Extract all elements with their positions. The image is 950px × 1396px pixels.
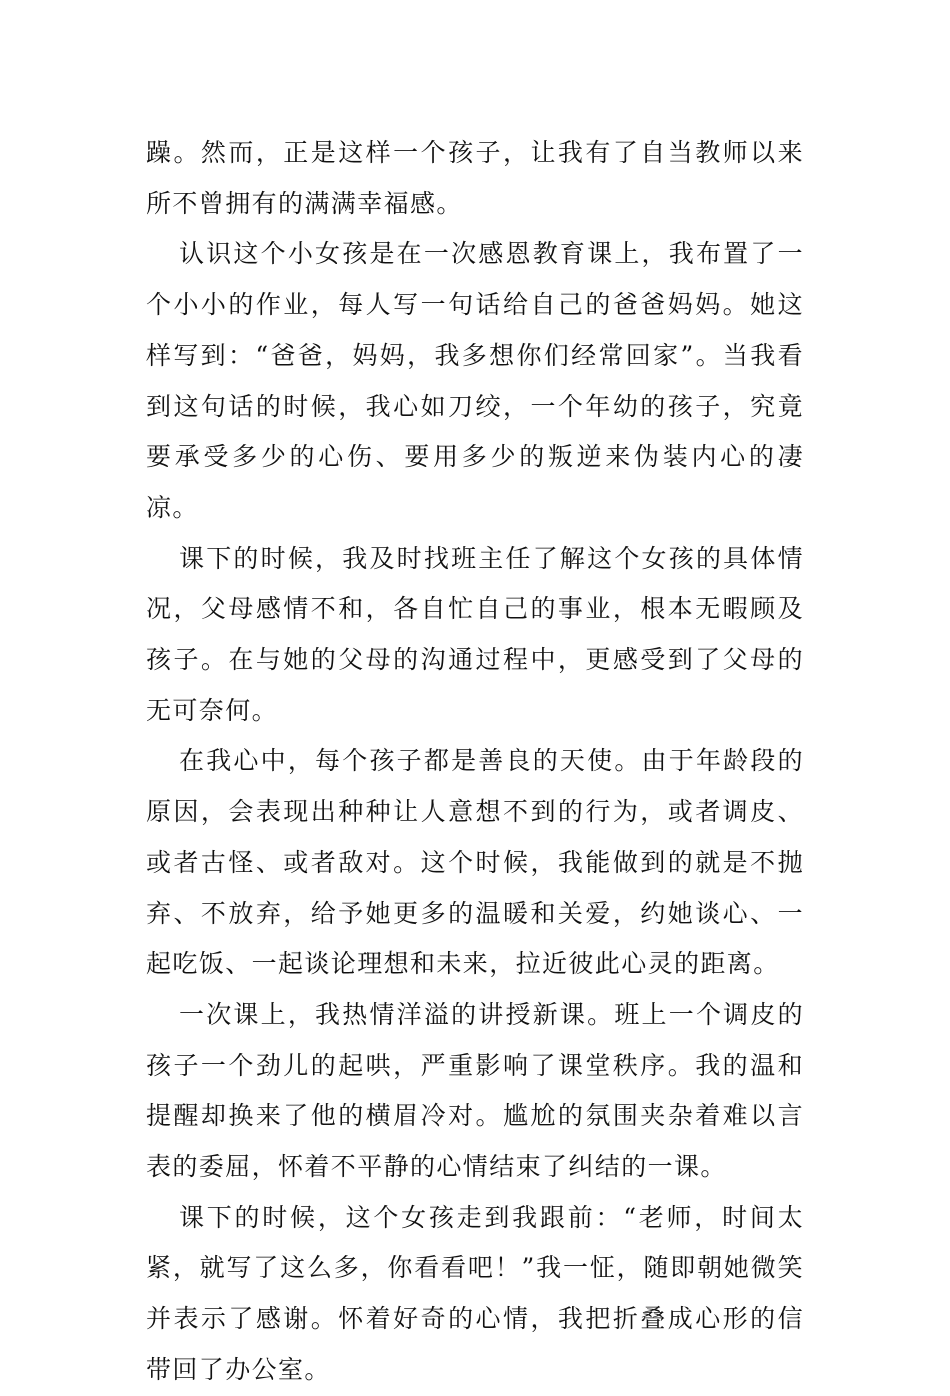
paragraph-2: 认识这个小女孩是在一次感恩教育课上，我布置了一个小小的作业，每人写一句话给自己的爸爸妈妈。她这样写到：“爸爸，妈妈，我多想你们经常回家”。当我看到这句话的时候，我心如刀绞，一个年幼的孩子，究竟要承受多少的心伤、要用多少的叛逆来伪装内心的凄凉。 <box>146 239 804 522</box>
paragraph-5: 一次课上，我热情洋溢的讲授新课。班上一个调皮的孩子一个劲儿的起哄，严重影响了课堂秩序。我的温和提醒却换来了他的横眉冷对。尴尬的氛围夹杂着难以言表的委屈，怀着不平静的心情结束了纠结的一课。 <box>146 999 804 1182</box>
paragraph-1: 躁。然而，正是这样一个孩子，让我有了自当教师以来所不曾拥有的满满幸福感。 <box>146 138 804 218</box>
paragraph-3: 课下的时候，我及时找班主任了解这个女孩的具体情况，父母感情不和，各自忙自己的事业，根本无暇顾及孩子。在与她的父母的沟通过程中，更感受到了父母的无可奈何。 <box>146 543 804 725</box>
paragraph-4: 在我心中，每个孩子都是善良的天使。由于年龄段的原因，会表现出种种让人意想不到的行为，或者调皮、或者古怪、或者敌对。这个时候，我能做到的就是不抛弃、不放弃，给予她更多的温暖和关爱，约她谈心、一起吃饭、一起谈论理想和未来，拉近彼此心灵的距离。 <box>146 746 804 979</box>
paragraph-6: 课下的时候，这个女孩走到我跟前：“老师，时间太紧，就写了这么多，你看看吧！”我一怔，随即朝她微笑并表示了感谢。怀着好奇的心情，我把折叠成心形的信带回了办公室。 <box>146 1202 804 1384</box>
document-body <box>146 128 804 1396</box>
